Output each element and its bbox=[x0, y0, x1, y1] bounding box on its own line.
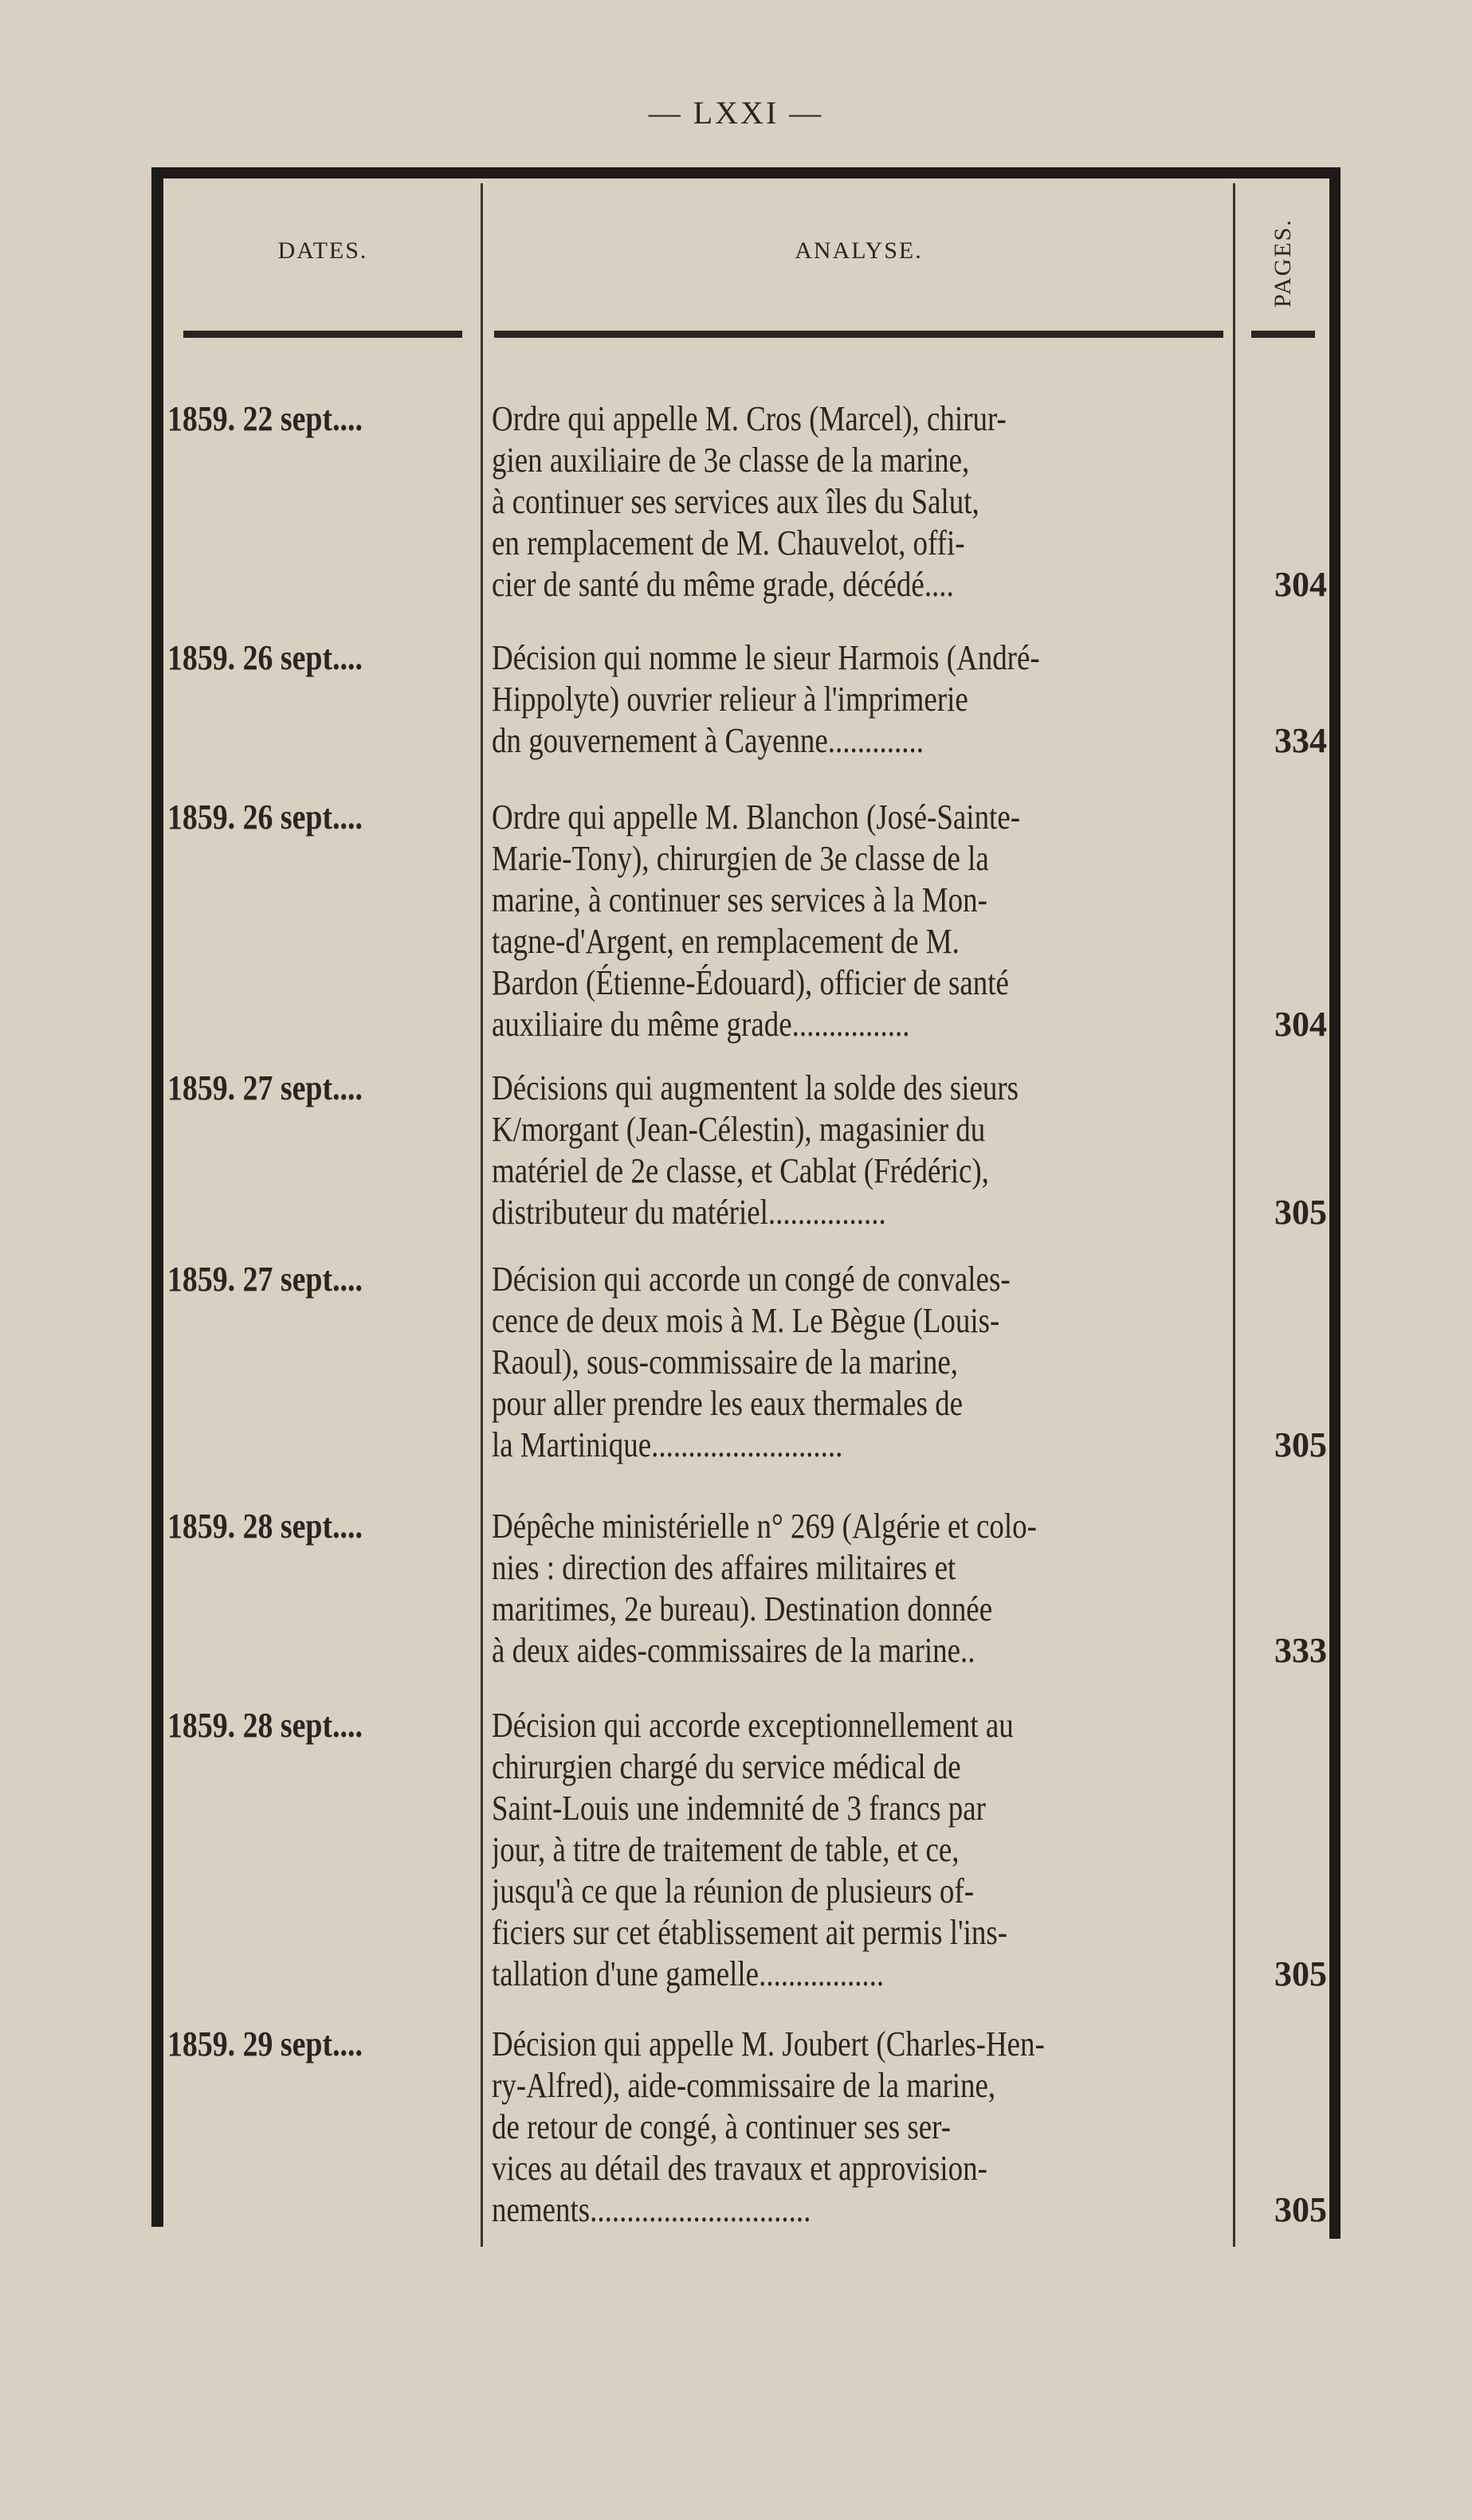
entry-date: 1859. 28 sept.... bbox=[167, 1706, 363, 1745]
analysis-line: ry-Alfred), aide-commissaire de la marine, bbox=[492, 2066, 996, 2105]
column-separator-dates bbox=[481, 183, 483, 2247]
analysis-line: auxiliaire du même grade................ bbox=[492, 1005, 910, 1044]
entry-date: 1859. 28 sept.... bbox=[167, 1507, 363, 1546]
analysis-line: Hippolyte) ouvrier relieur à l'imprimerie bbox=[492, 680, 968, 719]
analysis-line: vices au détail des travaux et approvision- bbox=[492, 2149, 987, 2188]
entry-date: 1859. 22 sept.... bbox=[167, 399, 363, 438]
analysis-line: Saint-Louis une indemnité de 3 francs par bbox=[492, 1789, 986, 1828]
analysis-line: à deux aides-commissaires de la marine.. bbox=[492, 1631, 975, 1670]
entry-date: 1859. 27 sept.... bbox=[167, 1068, 363, 1107]
entry-analysis bbox=[492, 1259, 1237, 1466]
analysis-line: de retour de congé, à continuer ses ser- bbox=[492, 2107, 952, 2146]
column-header-pages: PAGES. bbox=[1270, 218, 1296, 308]
analysis-line: maritimes, 2e bureau). Destination donnée bbox=[492, 1589, 993, 1628]
entry-analysis bbox=[492, 1506, 1237, 1672]
analysis-line: matériel de 2e classe, et Cablat (Frédéric), bbox=[492, 1151, 989, 1190]
entry-page-number: 304 bbox=[1274, 1005, 1327, 1044]
table-left-rule bbox=[151, 167, 163, 2227]
analysis-line: Ordre qui appelle M. Cros (Marcel), chirur- bbox=[492, 399, 1007, 438]
analysis-line: tallation d'une gamelle................. bbox=[492, 1954, 885, 1993]
entry-date: 1859. 26 sept.... bbox=[167, 798, 363, 837]
analysis-line: en remplacement de M. Chauvelot, offi- bbox=[492, 523, 965, 562]
analysis-line: Dépêche ministérielle n° 269 (Algérie et colo- bbox=[492, 1507, 1037, 1546]
entry-date: 1859. 27 sept.... bbox=[167, 1260, 363, 1299]
analysis-line: pour aller prendre les eaux thermales de bbox=[492, 1384, 964, 1423]
analysis-line: Décisions qui augmentent la solde des sieurs bbox=[492, 1068, 1019, 1107]
entry-date: 1859. 26 sept.... bbox=[167, 638, 363, 677]
entry-page-number: 305 bbox=[1274, 1193, 1327, 1232]
entry-analysis bbox=[492, 2024, 1237, 2231]
analysis-line: chirurgien chargé du service médical de bbox=[492, 1747, 961, 1786]
analysis-line: tagne-d'Argent, en remplacement de M. bbox=[492, 922, 960, 961]
entry-date: 1859. 29 sept.... bbox=[167, 2024, 363, 2063]
analysis-line: ficiers sur cet établissement ait permis l'ins- bbox=[492, 1913, 1008, 1952]
entry-page-number: 334 bbox=[1274, 721, 1327, 760]
entry-analysis bbox=[492, 1705, 1237, 1995]
table-top-rule bbox=[151, 167, 1339, 178]
header-underline-dates bbox=[183, 331, 462, 338]
page-number-header: — LXXI — bbox=[648, 95, 824, 131]
analysis-line: Ordre qui appelle M. Blanchon (José-Sainte- bbox=[492, 798, 1021, 837]
analysis-line: jour, à titre de traitement de table, et ce, bbox=[492, 1830, 960, 1869]
entry-analysis bbox=[492, 1068, 1237, 1233]
entry-analysis bbox=[492, 398, 1237, 606]
analysis-line: la Martinique.......................... bbox=[492, 1425, 843, 1464]
analysis-line: Raoul), sous-commissaire de la marine, bbox=[492, 1342, 959, 1381]
column-header-dates: DATES. bbox=[277, 237, 368, 264]
entry-analysis bbox=[492, 797, 1237, 1045]
analysis-line: nements.............................. bbox=[492, 2190, 811, 2229]
analysis-line: K/morgant (Jean-Célestin), magasinier du bbox=[492, 1110, 986, 1149]
analysis-line: Décision qui accorde un congé de convales- bbox=[492, 1260, 1011, 1299]
entry-page-number: 305 bbox=[1274, 2190, 1327, 2229]
analysis-line: gien auxiliaire de 3e classe de la marine, bbox=[492, 441, 970, 480]
analysis-line: Décision qui appelle M. Joubert (Charles-Hen- bbox=[492, 2024, 1045, 2063]
analysis-line: dn gouvernement à Cayenne............. bbox=[492, 721, 924, 760]
header-underline-analyse bbox=[494, 331, 1223, 338]
analysis-line: Décision qui accorde exceptionnellement au bbox=[492, 1706, 1014, 1745]
analysis-line: cier de santé du même grade, décédé.... bbox=[492, 565, 954, 604]
analysis-line: jusqu'à ce que la réunion de plusieurs of- bbox=[492, 1871, 975, 1911]
header-underline-pages bbox=[1251, 331, 1315, 338]
entry-page-number: 305 bbox=[1274, 1425, 1327, 1464]
entry-page-number: 305 bbox=[1274, 1954, 1327, 1993]
analysis-line: nies : direction des affaires militaires et bbox=[492, 1548, 956, 1587]
analysis-line: Marie-Tony), chirurgien de 3e classe de la bbox=[492, 839, 989, 878]
analysis-line: distributeur du matériel................ bbox=[492, 1193, 886, 1232]
analysis-line: Décision qui nomme le sieur Harmois (André- bbox=[492, 638, 1040, 677]
analysis-line: Bardon (Étienne-Édouard), officier de santé bbox=[492, 963, 1009, 1002]
entry-page-number: 304 bbox=[1274, 565, 1327, 604]
index-table bbox=[151, 167, 1347, 2231]
column-header-analyse: ANALYSE. bbox=[795, 237, 923, 264]
entry-analysis bbox=[492, 637, 1237, 762]
analysis-line: marine, à continuer ses services à la Mon- bbox=[492, 880, 987, 919]
analysis-line: à continuer ses services aux îles du Salut, bbox=[492, 482, 979, 521]
entry-page-number: 333 bbox=[1274, 1631, 1327, 1670]
table-right-rule bbox=[1329, 167, 1341, 2239]
analysis-line: cence de deux mois à M. Le Bègue (Louis- bbox=[492, 1301, 1000, 1340]
